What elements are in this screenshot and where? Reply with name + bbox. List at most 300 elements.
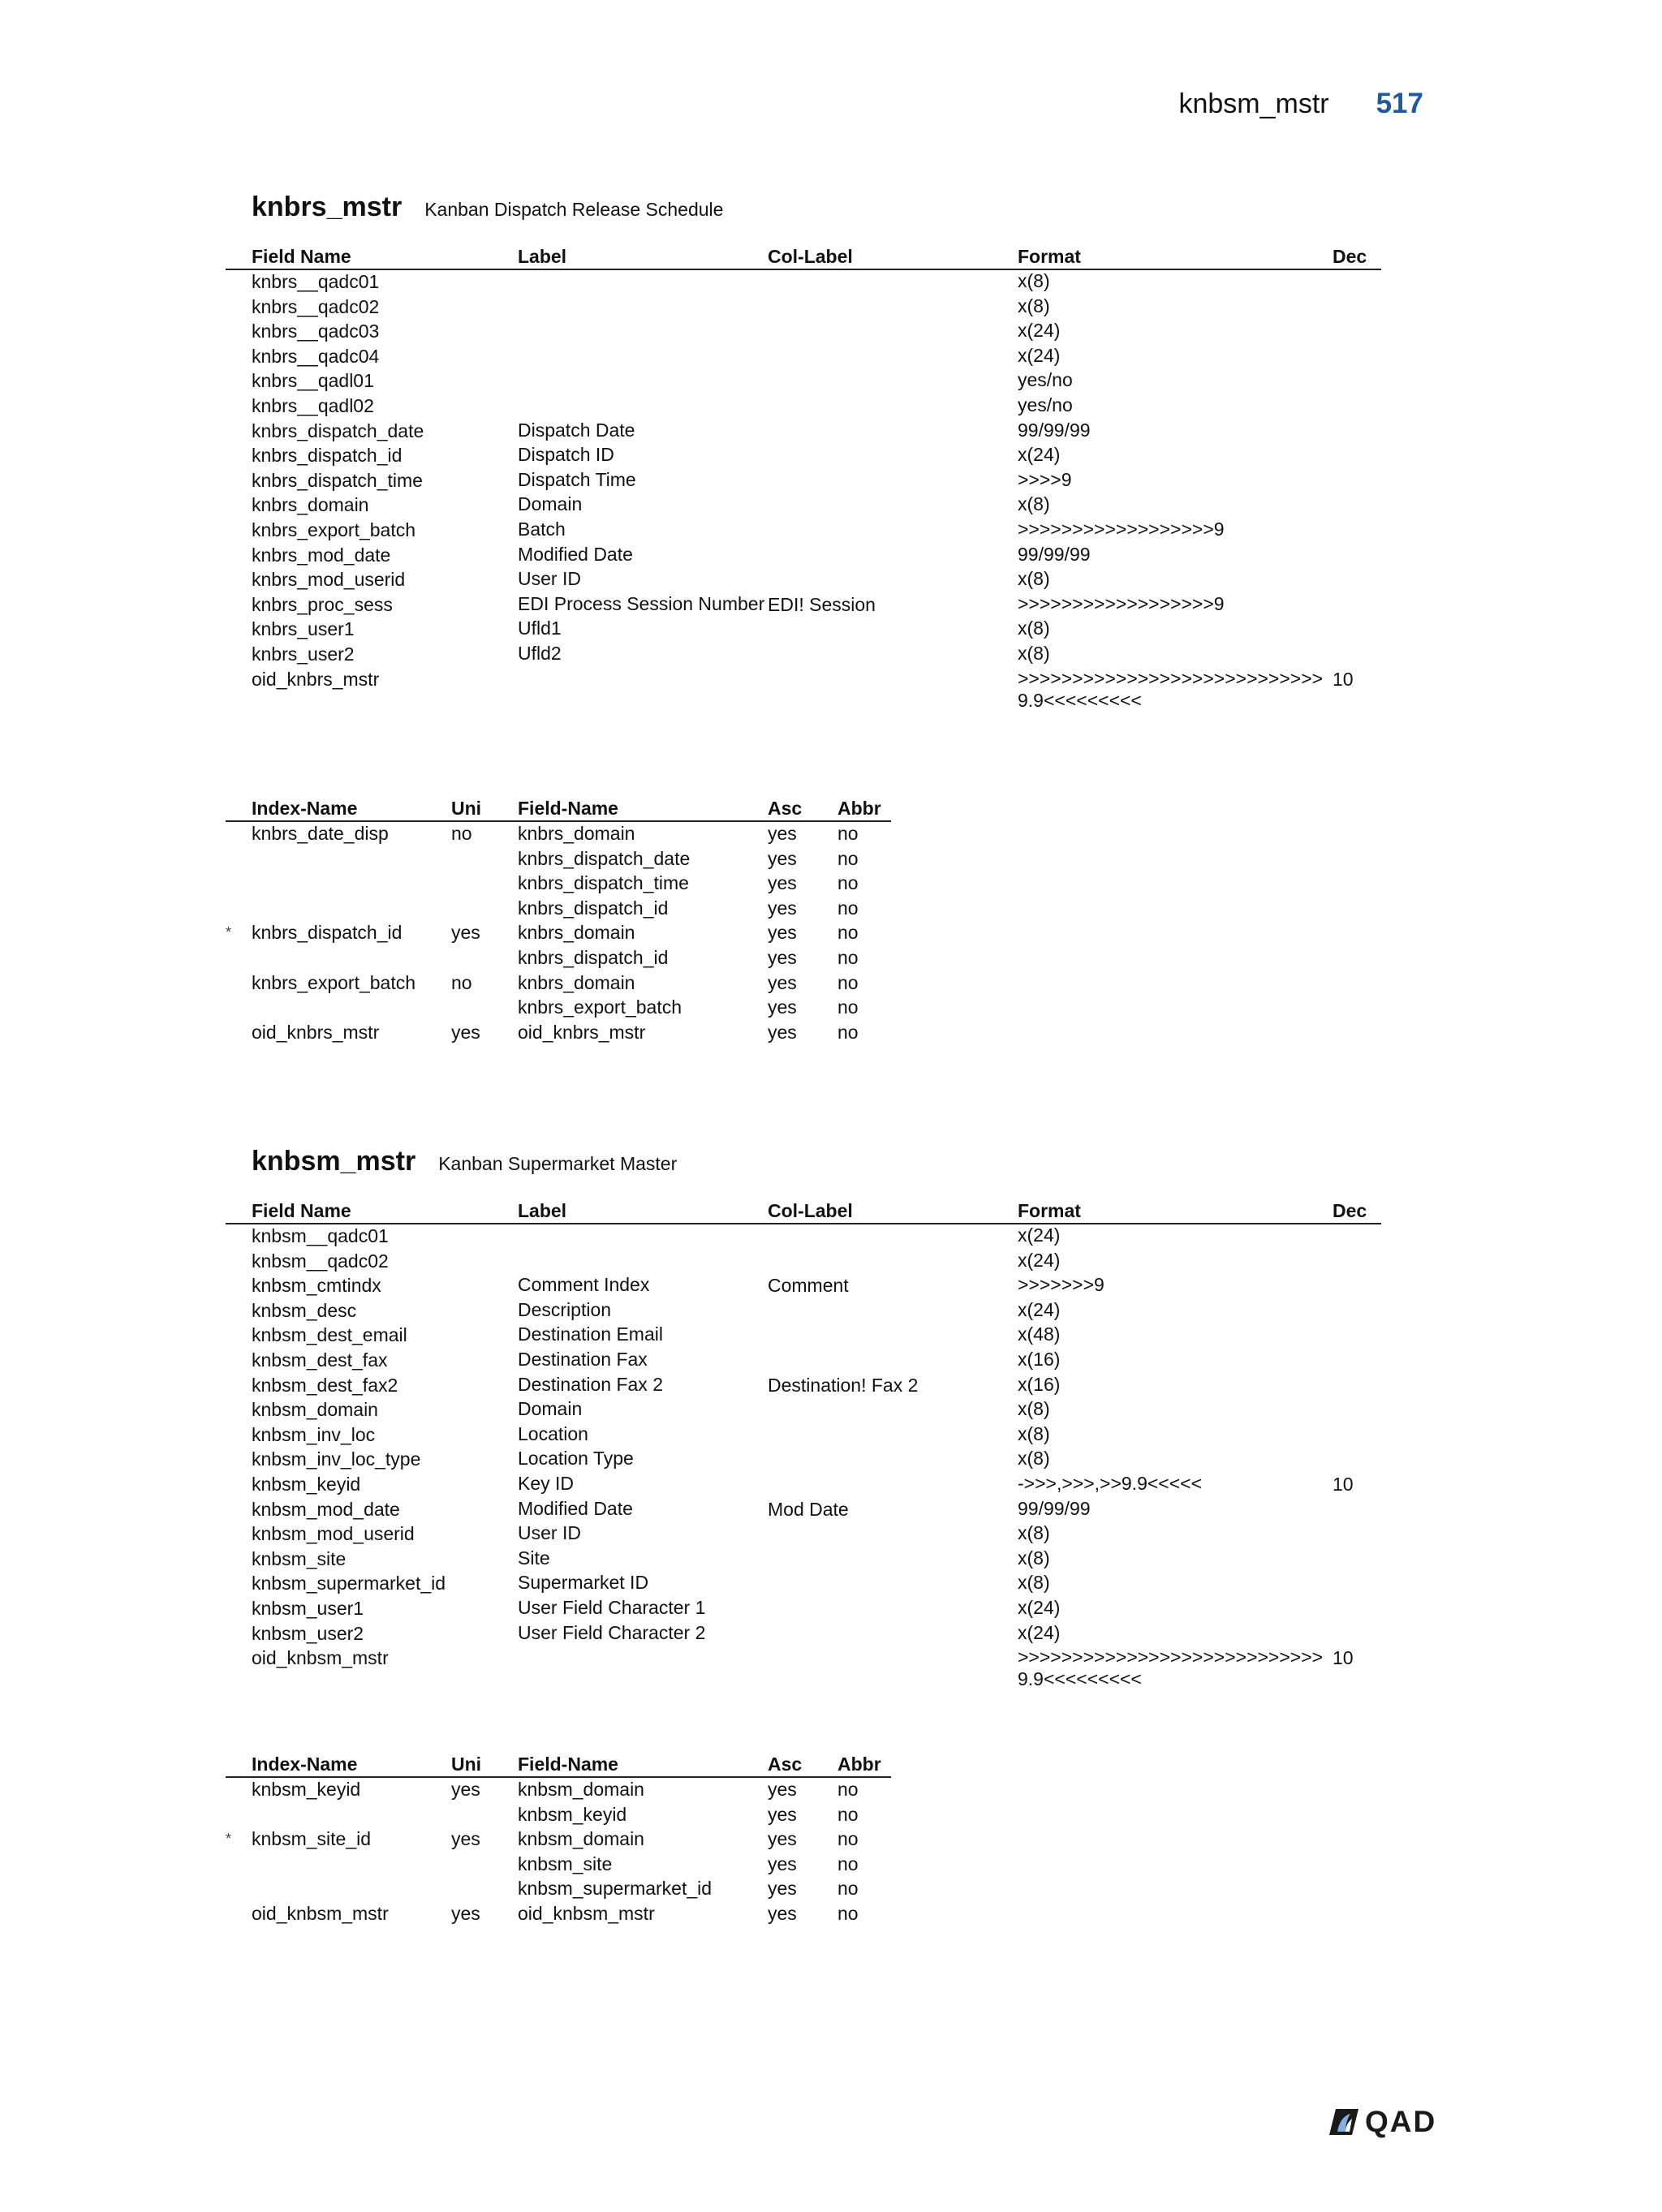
field-label: EDI Process Session Number bbox=[518, 592, 765, 614]
table-row bbox=[226, 1597, 1381, 1622]
field-name: knbrs__qadl01 bbox=[252, 370, 374, 392]
field-col-label bbox=[768, 1572, 1018, 1597]
page-header bbox=[1178, 88, 1423, 120]
field-format: x(8) bbox=[1018, 1398, 1050, 1420]
field-col-label bbox=[768, 668, 1018, 712]
field-dec bbox=[1333, 544, 1381, 569]
field-format: x(8) bbox=[1018, 493, 1050, 515]
field-col-label bbox=[768, 420, 1018, 445]
field-col-label bbox=[768, 519, 1018, 544]
row-spacer bbox=[226, 469, 252, 494]
index-name: knbrs_date_disp bbox=[252, 823, 389, 844]
primary-index-marker bbox=[226, 1902, 252, 1927]
field-format: 99/99/99 bbox=[1018, 419, 1091, 441]
table-row bbox=[226, 897, 891, 922]
primary-index-marker bbox=[226, 871, 252, 897]
field-name: knbrs__qadl02 bbox=[252, 394, 374, 416]
table-row bbox=[226, 369, 1381, 394]
index-ascending: yes bbox=[768, 1021, 797, 1043]
table-title-knbrs bbox=[252, 192, 723, 223]
row-spacer bbox=[226, 1250, 252, 1275]
field-dec bbox=[1333, 593, 1381, 618]
index-unique bbox=[451, 996, 518, 1021]
field-format: x(24) bbox=[1018, 444, 1061, 466]
header-label: Label bbox=[518, 242, 768, 269]
table-row bbox=[226, 1622, 1381, 1647]
index-field-name: oid_knbrs_mstr bbox=[518, 1021, 646, 1043]
field-col-label bbox=[768, 1622, 1018, 1647]
index-abbreviated: no bbox=[837, 872, 859, 894]
index-ascending: yes bbox=[768, 1803, 797, 1825]
field-label bbox=[518, 320, 768, 345]
field-dec bbox=[1333, 269, 1381, 295]
row-spacer bbox=[226, 420, 252, 445]
field-name: knbsm_mod_date bbox=[252, 1498, 400, 1520]
field-name: oid_knbsm_mstr bbox=[252, 1647, 389, 1669]
field-format: x(24) bbox=[1018, 1596, 1061, 1618]
index-field-name: knbrs_export_batch bbox=[518, 996, 682, 1018]
field-dec bbox=[1333, 1448, 1381, 1473]
index-field-name: knbsm_supermarket_id bbox=[518, 1878, 713, 1900]
field-col-label bbox=[768, 469, 1018, 494]
field-col-label bbox=[768, 493, 1018, 519]
field-col-label bbox=[768, 1547, 1018, 1573]
row-spacer bbox=[226, 1473, 252, 1498]
field-dec bbox=[1333, 1498, 1381, 1523]
field-format: x(8) bbox=[1018, 1572, 1050, 1594]
table-row bbox=[226, 269, 1381, 295]
field-dec bbox=[1333, 444, 1381, 469]
field-label: User ID bbox=[518, 1522, 581, 1544]
field-label: Ufld2 bbox=[518, 642, 562, 664]
header-dec: Dec bbox=[1333, 1196, 1381, 1224]
row-spacer bbox=[226, 394, 252, 420]
field-dec bbox=[1333, 345, 1381, 370]
field-format: >>>>9 bbox=[1018, 468, 1072, 490]
field-format: 99/99/99 bbox=[1018, 1497, 1091, 1519]
index-ascending: yes bbox=[768, 946, 797, 968]
field-format: x(8) bbox=[1018, 270, 1050, 291]
table-row bbox=[226, 821, 891, 847]
header-format: Format bbox=[1018, 242, 1333, 269]
index-field-name: knbrs_domain bbox=[518, 823, 635, 844]
field-name: knbrs_user1 bbox=[252, 618, 355, 640]
table-row bbox=[226, 871, 891, 897]
field-table-knbsm bbox=[226, 1196, 1381, 1690]
row-spacer bbox=[226, 1224, 252, 1250]
index-ascending: yes bbox=[768, 922, 797, 944]
field-col-label: Destination! Fax 2 bbox=[768, 1374, 919, 1396]
field-col-label bbox=[768, 1323, 1018, 1349]
row-spacer bbox=[226, 444, 252, 469]
row-spacer bbox=[226, 269, 252, 295]
index-field-name: knbsm_keyid bbox=[518, 1803, 627, 1825]
field-name: knbrs_mod_userid bbox=[252, 569, 406, 591]
field-name: knbrs_domain bbox=[252, 494, 369, 516]
field-label: Dispatch Date bbox=[518, 419, 635, 441]
primary-index-marker bbox=[226, 1021, 252, 1046]
index-name bbox=[252, 897, 451, 922]
field-name: knbrs__qadc02 bbox=[252, 295, 380, 317]
field-col-label bbox=[768, 643, 1018, 668]
field-label bbox=[518, 1646, 768, 1690]
field-label: Comment Index bbox=[518, 1274, 650, 1296]
field-col-label: EDI! Session bbox=[768, 593, 876, 615]
field-format: x(8) bbox=[1018, 1422, 1050, 1444]
index-abbreviated: no bbox=[837, 1878, 859, 1900]
field-label: Destination Fax bbox=[518, 1348, 648, 1370]
table-row bbox=[226, 420, 1381, 445]
table-row bbox=[226, 1448, 1381, 1473]
header-col-label: Col-Label bbox=[768, 1196, 1018, 1224]
row-spacer bbox=[226, 519, 252, 544]
index-unique bbox=[451, 871, 518, 897]
field-dec bbox=[1333, 519, 1381, 544]
table-row bbox=[226, 1299, 1381, 1324]
field-label bbox=[518, 369, 768, 394]
index-field-name: knbrs_dispatch_id bbox=[518, 946, 669, 968]
index-ascending: yes bbox=[768, 872, 797, 894]
table-row bbox=[226, 996, 891, 1021]
index-abbreviated: no bbox=[837, 1902, 859, 1924]
field-format: ->>>,>>>,>>9.9<<<<< bbox=[1018, 1472, 1203, 1494]
field-label bbox=[518, 1250, 768, 1275]
field-col-label bbox=[768, 1299, 1018, 1324]
table-row bbox=[226, 345, 1381, 370]
header-abbr: Abbr bbox=[837, 794, 891, 821]
primary-index-marker bbox=[226, 1777, 252, 1803]
row-spacer bbox=[226, 320, 252, 345]
field-dec bbox=[1333, 1423, 1381, 1448]
field-dec bbox=[1333, 1299, 1381, 1324]
field-col-label bbox=[768, 1398, 1018, 1423]
table-row bbox=[226, 519, 1381, 544]
field-col-label bbox=[768, 1646, 1018, 1690]
table-row bbox=[226, 1274, 1381, 1299]
index-unique bbox=[451, 1803, 518, 1828]
table-row bbox=[226, 971, 891, 996]
field-name: knbrs_user2 bbox=[252, 643, 355, 665]
field-format: x(16) bbox=[1018, 1373, 1061, 1395]
row-spacer bbox=[226, 1547, 252, 1573]
field-format: x(48) bbox=[1018, 1323, 1061, 1345]
row-spacer bbox=[226, 593, 252, 618]
field-format: x(8) bbox=[1018, 618, 1050, 639]
field-name: knbrs_mod_date bbox=[252, 544, 391, 566]
index-name bbox=[252, 946, 451, 971]
index-ascending: yes bbox=[768, 1828, 797, 1850]
table-row bbox=[226, 1877, 891, 1902]
row-spacer bbox=[226, 1646, 252, 1690]
field-dec bbox=[1333, 1374, 1381, 1399]
row-spacer bbox=[226, 1374, 252, 1399]
field-label: Description bbox=[518, 1298, 612, 1320]
table-row bbox=[226, 1803, 891, 1828]
index-name bbox=[252, 871, 451, 897]
qad-logo bbox=[1328, 2105, 1436, 2139]
field-label bbox=[518, 345, 768, 370]
header-asc: Asc bbox=[768, 794, 837, 821]
field-dec bbox=[1333, 369, 1381, 394]
field-name: knbsm_user2 bbox=[252, 1622, 364, 1644]
field-format: x(8) bbox=[1018, 568, 1050, 590]
field-dec bbox=[1333, 493, 1381, 519]
primary-index-marker bbox=[226, 971, 252, 996]
field-dec bbox=[1333, 1622, 1381, 1647]
field-dec bbox=[1333, 1323, 1381, 1349]
field-format: >>>>>>>9 bbox=[1018, 1274, 1104, 1296]
field-label bbox=[518, 269, 768, 295]
running-header-title: knbsm_mstr bbox=[1178, 88, 1329, 119]
field-label: Modified Date bbox=[518, 543, 633, 565]
field-dec bbox=[1333, 568, 1381, 593]
primary-index-marker bbox=[226, 847, 252, 872]
header-uni: Uni bbox=[451, 1749, 518, 1777]
row-spacer bbox=[226, 369, 252, 394]
index-abbreviated: no bbox=[837, 1828, 859, 1850]
primary-index-marker: * bbox=[226, 924, 232, 941]
header-row bbox=[226, 242, 1381, 269]
row-spacer bbox=[226, 1448, 252, 1473]
index-unique: no bbox=[451, 823, 472, 844]
primary-index-marker bbox=[226, 821, 252, 847]
header-field-name: Field-Name bbox=[518, 1749, 768, 1777]
field-label: User Field Character 1 bbox=[518, 1596, 706, 1618]
index-field-name: knbrs_dispatch_time bbox=[518, 872, 689, 894]
table-row bbox=[226, 1473, 1381, 1498]
index-unique: yes bbox=[451, 1828, 480, 1850]
field-label: User ID bbox=[518, 568, 581, 590]
table-row bbox=[226, 643, 1381, 668]
index-field-name: knbsm_domain bbox=[518, 1828, 644, 1850]
primary-index-marker bbox=[226, 946, 252, 971]
field-label: Site bbox=[518, 1547, 550, 1569]
index-name: knbrs_dispatch_id bbox=[252, 922, 403, 944]
index-unique: yes bbox=[451, 1779, 480, 1800]
index-abbreviated: no bbox=[837, 1853, 859, 1874]
field-format: yes/no bbox=[1018, 369, 1073, 391]
field-col-label: Mod Date bbox=[768, 1498, 849, 1520]
row-spacer bbox=[226, 1349, 252, 1374]
field-dec bbox=[1333, 469, 1381, 494]
field-dec bbox=[1333, 320, 1381, 345]
row-spacer bbox=[226, 1423, 252, 1448]
field-name: oid_knbrs_mstr bbox=[252, 668, 380, 690]
table-row bbox=[226, 946, 891, 971]
table-row bbox=[226, 1323, 1381, 1349]
index-name: oid_knbrs_mstr bbox=[252, 1021, 380, 1043]
field-dec bbox=[1333, 1349, 1381, 1374]
field-format: x(24) bbox=[1018, 344, 1061, 366]
field-name: knbrs__qadc03 bbox=[252, 321, 380, 342]
field-dec bbox=[1333, 394, 1381, 420]
row-spacer bbox=[226, 668, 252, 712]
field-format: yes/no bbox=[1018, 394, 1073, 415]
field-label: Dispatch ID bbox=[518, 444, 614, 466]
field-col-label bbox=[768, 295, 1018, 321]
header-spacer bbox=[226, 242, 252, 269]
index-field-name: knbsm_site bbox=[518, 1853, 613, 1874]
index-unique bbox=[451, 897, 518, 922]
index-abbreviated: no bbox=[837, 1779, 859, 1800]
index-name: knbsm_keyid bbox=[252, 1779, 361, 1800]
row-spacer bbox=[226, 493, 252, 519]
table-name: knbsm_mstr bbox=[252, 1146, 416, 1177]
header-field-name: Field Name bbox=[252, 242, 518, 269]
field-name: knbsm_supermarket_id bbox=[252, 1573, 446, 1594]
field-format: x(16) bbox=[1018, 1348, 1061, 1370]
header-uni: Uni bbox=[451, 794, 518, 821]
field-col-label bbox=[768, 568, 1018, 593]
field-label: Domain bbox=[518, 493, 583, 515]
index-name bbox=[252, 996, 451, 1021]
field-format: >>>>>>>>>>>>>>>>>>9 bbox=[1018, 518, 1225, 540]
row-spacer bbox=[226, 1572, 252, 1597]
index-abbreviated: no bbox=[837, 823, 859, 844]
table-row bbox=[226, 1522, 1381, 1547]
field-label: User Field Character 2 bbox=[518, 1621, 706, 1643]
page-number: 517 bbox=[1376, 88, 1423, 119]
index-unique: yes bbox=[451, 1021, 480, 1043]
field-col-label bbox=[768, 544, 1018, 569]
field-name: knbrs__qadc01 bbox=[252, 271, 380, 292]
index-field-name: knbrs_dispatch_date bbox=[518, 847, 691, 869]
field-label: Location bbox=[518, 1422, 588, 1444]
qad-logo-icon bbox=[1328, 2107, 1360, 2137]
field-label bbox=[518, 295, 768, 321]
field-dec bbox=[1333, 1547, 1381, 1573]
row-spacer bbox=[226, 618, 252, 643]
index-table-knbsm bbox=[226, 1749, 891, 1927]
index-unique bbox=[451, 1877, 518, 1902]
header-spacer bbox=[226, 1749, 252, 1777]
primary-index-marker: * bbox=[226, 1831, 232, 1848]
index-field-name: knbrs_dispatch_id bbox=[518, 897, 669, 919]
table-row bbox=[226, 1021, 891, 1046]
field-format: x(24) bbox=[1018, 1621, 1061, 1643]
field-label: Batch bbox=[518, 518, 566, 540]
index-unique bbox=[451, 946, 518, 971]
index-field-name: knbsm_domain bbox=[518, 1779, 644, 1800]
field-dec bbox=[1333, 1224, 1381, 1250]
index-unique bbox=[451, 847, 518, 872]
table-row bbox=[226, 1572, 1381, 1597]
field-label: Modified Date bbox=[518, 1497, 633, 1519]
field-name: knbsm_dest_email bbox=[252, 1324, 407, 1346]
index-abbreviated: no bbox=[837, 971, 859, 993]
row-spacer bbox=[226, 1398, 252, 1423]
field-col-label bbox=[768, 1423, 1018, 1448]
table-row bbox=[226, 295, 1381, 321]
field-label: Dispatch Time bbox=[518, 468, 636, 490]
row-spacer bbox=[226, 1299, 252, 1324]
header-spacer bbox=[226, 794, 252, 821]
header-col-label: Col-Label bbox=[768, 242, 1018, 269]
index-table-knbrs bbox=[226, 794, 891, 1045]
table-row bbox=[226, 921, 891, 946]
field-dec: 10 bbox=[1333, 668, 1354, 690]
table-row bbox=[226, 493, 1381, 519]
field-name: knbsm_inv_loc_type bbox=[252, 1448, 421, 1470]
row-spacer bbox=[226, 345, 252, 370]
index-abbreviated: no bbox=[837, 922, 859, 944]
primary-index-marker bbox=[226, 1853, 252, 1878]
index-ascending: yes bbox=[768, 897, 797, 919]
table-row bbox=[226, 1250, 1381, 1275]
field-name: knbsm_dest_fax2 bbox=[252, 1374, 398, 1396]
field-label: Supermarket ID bbox=[518, 1572, 649, 1594]
row-spacer bbox=[226, 1622, 252, 1647]
header-row bbox=[226, 1196, 1381, 1224]
field-name: knbrs_export_batch bbox=[252, 519, 416, 540]
table-row bbox=[226, 1853, 891, 1878]
field-name: knbrs_proc_sess bbox=[252, 593, 393, 615]
field-col-label bbox=[768, 1522, 1018, 1547]
index-ascending: yes bbox=[768, 971, 797, 993]
table-description: Kanban Supermarket Master bbox=[438, 1153, 678, 1174]
field-format: x(8) bbox=[1018, 1547, 1050, 1569]
index-name: knbrs_export_batch bbox=[252, 971, 416, 993]
field-dec bbox=[1333, 643, 1381, 668]
field-format: x(8) bbox=[1018, 1522, 1050, 1544]
header-index-name: Index-Name bbox=[252, 1749, 451, 1777]
row-spacer bbox=[226, 568, 252, 593]
table-row bbox=[226, 593, 1381, 618]
header-format: Format bbox=[1018, 1196, 1333, 1224]
field-col-label bbox=[768, 369, 1018, 394]
row-spacer bbox=[226, 1274, 252, 1299]
field-col-label bbox=[768, 269, 1018, 295]
index-ascending: yes bbox=[768, 1779, 797, 1800]
index-abbreviated: no bbox=[837, 1021, 859, 1043]
table-row bbox=[226, 668, 1381, 712]
field-dec bbox=[1333, 295, 1381, 321]
field-col-label: Comment bbox=[768, 1275, 849, 1297]
table-row bbox=[226, 1374, 1381, 1399]
header-field-name: Field Name bbox=[252, 1196, 518, 1224]
table-row bbox=[226, 544, 1381, 569]
field-dec bbox=[1333, 420, 1381, 445]
field-format: x(8) bbox=[1018, 642, 1050, 664]
table-row bbox=[226, 1423, 1381, 1448]
index-ascending: yes bbox=[768, 1902, 797, 1924]
row-spacer bbox=[226, 1522, 252, 1547]
field-name: knbsm_user1 bbox=[252, 1597, 364, 1619]
table-row bbox=[226, 1547, 1381, 1573]
field-label bbox=[518, 394, 768, 420]
field-name: knbsm_domain bbox=[252, 1399, 378, 1421]
table-row bbox=[226, 444, 1381, 469]
field-dec: 10 bbox=[1333, 1647, 1354, 1669]
field-col-label bbox=[768, 394, 1018, 420]
field-format: >>>>>>>>>>>>>>>>>>9 bbox=[1018, 592, 1225, 614]
field-label: Destination Email bbox=[518, 1323, 663, 1345]
table-description: Kanban Dispatch Release Schedule bbox=[424, 199, 724, 220]
index-field-name: oid_knbsm_mstr bbox=[518, 1902, 655, 1924]
field-name: knbsm__qadc02 bbox=[252, 1250, 389, 1272]
header-abbr: Abbr bbox=[837, 1749, 891, 1777]
field-table-knbrs bbox=[226, 242, 1381, 712]
index-name bbox=[252, 1803, 451, 1828]
field-col-label bbox=[768, 320, 1018, 345]
table-row bbox=[226, 320, 1381, 345]
index-abbreviated: no bbox=[837, 996, 859, 1018]
header-asc: Asc bbox=[768, 1749, 837, 1777]
header-row bbox=[226, 794, 891, 821]
row-spacer bbox=[226, 643, 252, 668]
field-dec bbox=[1333, 618, 1381, 643]
row-spacer bbox=[226, 1597, 252, 1622]
